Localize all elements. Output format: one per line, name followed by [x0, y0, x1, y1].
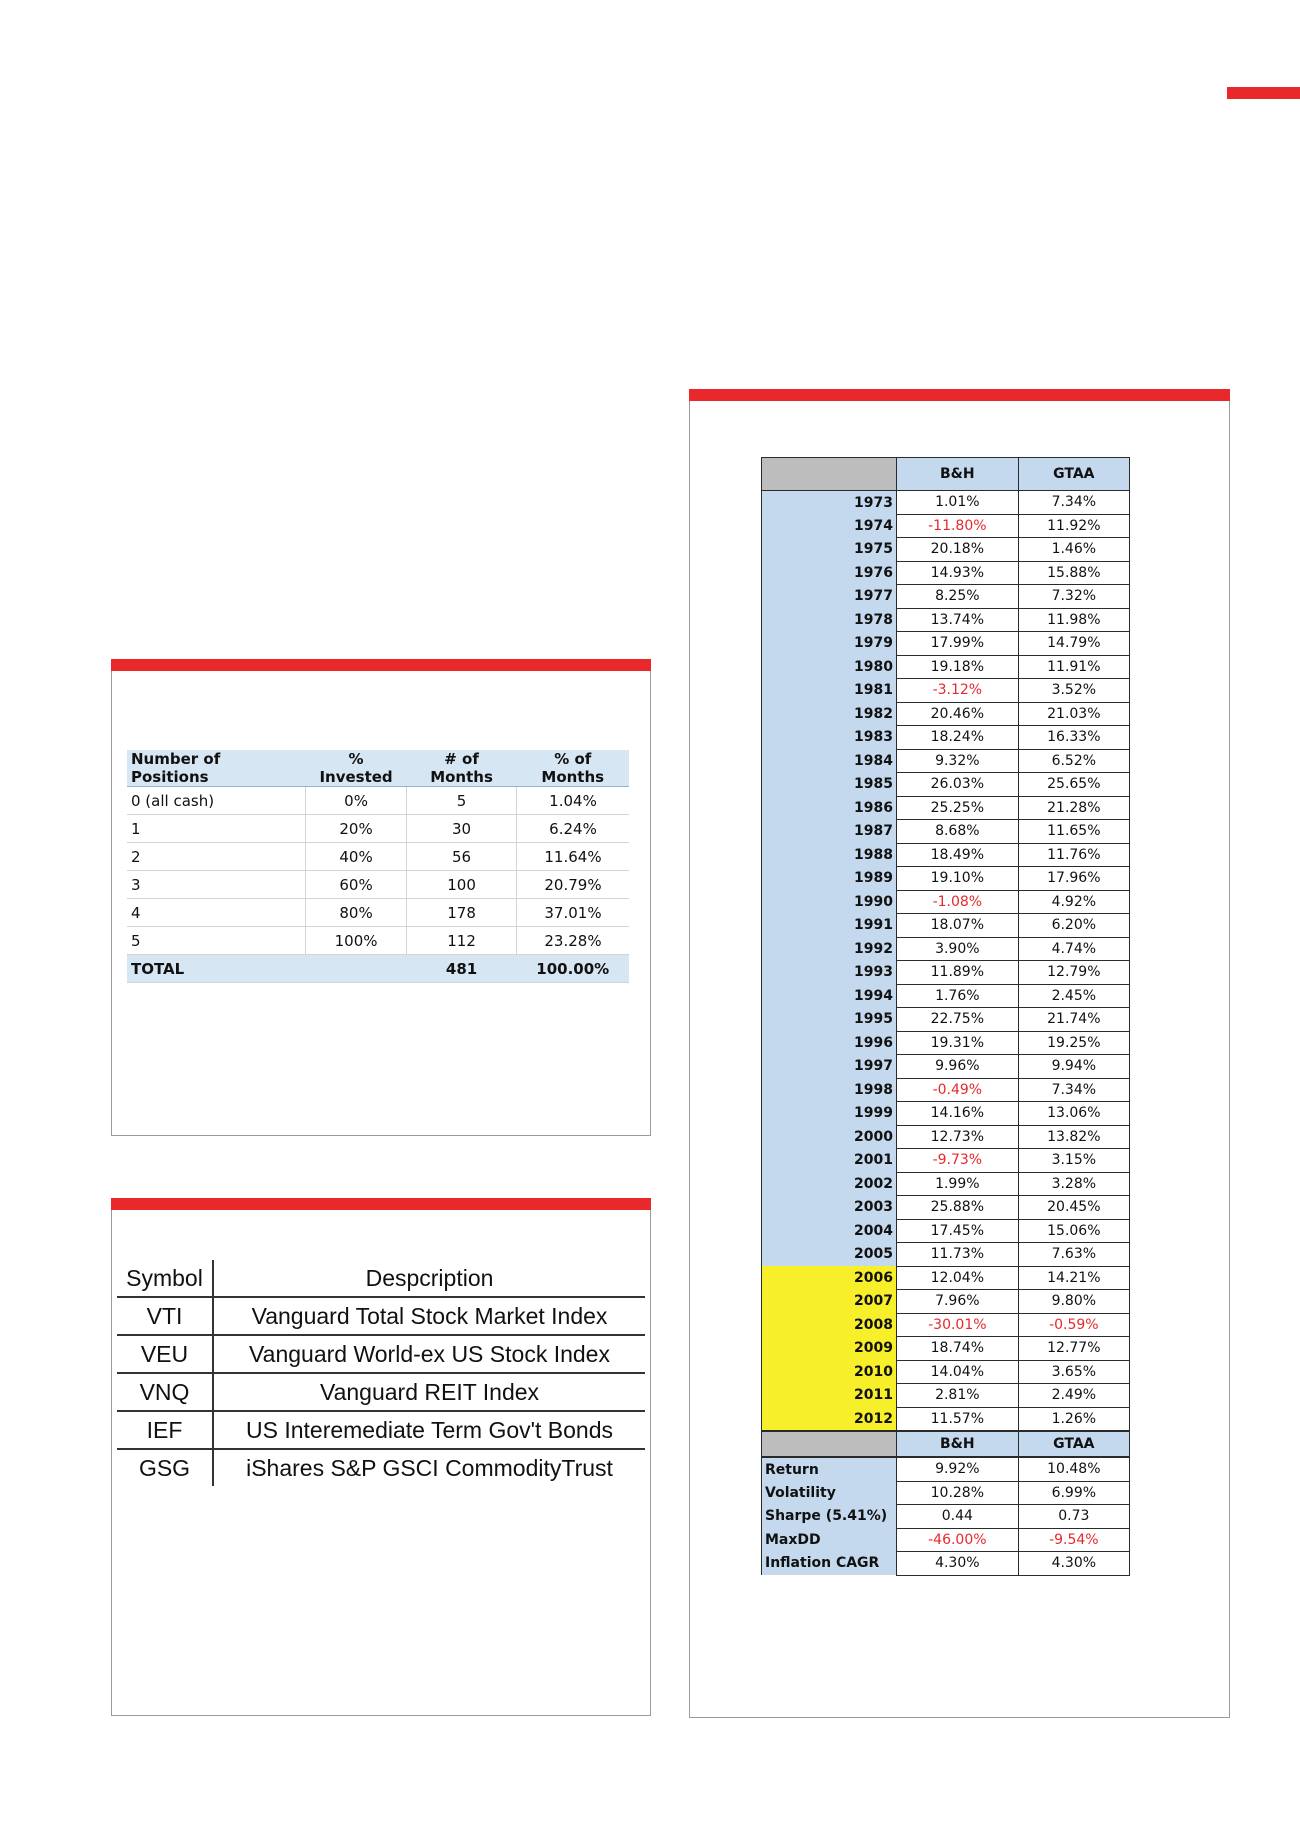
year-row: [762, 1407, 1130, 1431]
bh-value: 14.04%: [897, 1360, 1019, 1384]
year-label: 2011: [762, 1384, 897, 1408]
year-row: [762, 1337, 1130, 1361]
total-cell: 100.00%: [517, 955, 630, 983]
col-bh: B&H: [897, 458, 1019, 491]
bh-value: -11.80%: [897, 514, 1019, 538]
gtaa-value: 7.63%: [1018, 1243, 1129, 1267]
gtaa-value: 25.65%: [1018, 773, 1129, 797]
gtaa-value: 17.96%: [1018, 867, 1129, 891]
gtaa-value: 1.46%: [1018, 538, 1129, 562]
table-cell: 23.28%: [517, 927, 630, 955]
year-row: [762, 1149, 1130, 1173]
table-cell: 0%: [305, 787, 406, 815]
year-label: 1996: [762, 1031, 897, 1055]
gtaa-stat-value: 6.99%: [1018, 1481, 1129, 1505]
year-label: 1985: [762, 773, 897, 797]
symbol-cell: GSG: [117, 1449, 213, 1486]
year-row: [762, 1008, 1130, 1032]
year-label: 2006: [762, 1266, 897, 1290]
symbol-cell: VTI: [117, 1297, 213, 1335]
bh-value: 1.01%: [897, 491, 1019, 515]
year-row: [762, 538, 1130, 562]
gtaa-value: 20.45%: [1018, 1196, 1129, 1220]
year-label: 2003: [762, 1196, 897, 1220]
year-row: [762, 679, 1130, 703]
table-row: [127, 815, 629, 843]
table-cell: 3: [127, 871, 305, 899]
gtaa-stat-value: 10.48%: [1018, 1457, 1129, 1481]
gtaa-value: 4.92%: [1018, 890, 1129, 914]
description-cell: Vanguard World-ex US Stock Index: [213, 1335, 645, 1373]
year-row: [762, 585, 1130, 609]
year-row: [762, 796, 1130, 820]
table-row: [117, 1297, 645, 1335]
gtaa-value: 15.88%: [1018, 561, 1129, 585]
year-row: [762, 890, 1130, 914]
year-label: 1986: [762, 796, 897, 820]
bh-value: 12.73%: [897, 1125, 1019, 1149]
bh-value: 13.74%: [897, 608, 1019, 632]
year-row: [762, 1172, 1130, 1196]
bh-value: 8.25%: [897, 585, 1019, 609]
table-cell: 5: [127, 927, 305, 955]
bh-stat-value: 0.44: [897, 1505, 1019, 1529]
corner-accent-tab: [1227, 87, 1300, 99]
year-row: [762, 1243, 1130, 1267]
bh-value: 1.76%: [897, 984, 1019, 1008]
gtaa-stat-value: -9.54%: [1018, 1528, 1129, 1552]
year-label: 1974: [762, 514, 897, 538]
total-cell: 481: [407, 955, 517, 983]
gtaa-value: 11.92%: [1018, 514, 1129, 538]
positions-table: [127, 750, 629, 983]
year-label: 2000: [762, 1125, 897, 1149]
year-row: [762, 820, 1130, 844]
table-row: [127, 843, 629, 871]
bh-value: 9.96%: [897, 1055, 1019, 1079]
year-label: 1998: [762, 1078, 897, 1102]
gtaa-value: 3.65%: [1018, 1360, 1129, 1384]
bh-value: 3.90%: [897, 937, 1019, 961]
symbol-cell: IEF: [117, 1411, 213, 1449]
bh-value: -30.01%: [897, 1313, 1019, 1337]
year-row: [762, 726, 1130, 750]
year-row: [762, 1055, 1130, 1079]
bh-value: -9.73%: [897, 1149, 1019, 1173]
gtaa-value: 15.06%: [1018, 1219, 1129, 1243]
stat-row: [762, 1457, 1130, 1481]
gtaa-value: 3.28%: [1018, 1172, 1129, 1196]
table-row: [117, 1335, 645, 1373]
year-label: 1993: [762, 961, 897, 985]
table-row: [117, 1411, 645, 1449]
stat-label: Sharpe (5.41%): [762, 1505, 897, 1529]
gtaa-value: 2.45%: [1018, 984, 1129, 1008]
year-row: [762, 608, 1130, 632]
table-cell: 100: [407, 871, 517, 899]
bh-value: 19.10%: [897, 867, 1019, 891]
gtaa-value: 12.77%: [1018, 1337, 1129, 1361]
bh-value: 8.68%: [897, 820, 1019, 844]
bh-value: 22.75%: [897, 1008, 1019, 1032]
bh-value: 11.89%: [897, 961, 1019, 985]
panel-header-bar: [689, 389, 1230, 401]
year-label: 1997: [762, 1055, 897, 1079]
stat-row: [762, 1505, 1130, 1529]
bh-value: 25.88%: [897, 1196, 1019, 1220]
bh-value: 7.96%: [897, 1290, 1019, 1314]
bh-value: 17.99%: [897, 632, 1019, 656]
year-row: [762, 561, 1130, 585]
bh-value: 12.04%: [897, 1266, 1019, 1290]
gtaa-value: 2.49%: [1018, 1384, 1129, 1408]
table-row: [127, 871, 629, 899]
symbol-cell: VNQ: [117, 1373, 213, 1411]
year-label: 1982: [762, 702, 897, 726]
year-row: [762, 1290, 1130, 1314]
gtaa-value: 11.76%: [1018, 843, 1129, 867]
bh-value: 19.31%: [897, 1031, 1019, 1055]
bh-value: 18.49%: [897, 843, 1019, 867]
symbols-table: [117, 1260, 645, 1486]
gtaa-value: 4.74%: [1018, 937, 1129, 961]
bh-value: 17.45%: [897, 1219, 1019, 1243]
year-row: [762, 937, 1130, 961]
gtaa-value: 21.74%: [1018, 1008, 1129, 1032]
col-description: Despcription: [213, 1260, 645, 1297]
table-row: [127, 787, 629, 815]
gtaa-value: 11.98%: [1018, 608, 1129, 632]
gtaa-value: 11.91%: [1018, 655, 1129, 679]
year-label: 1988: [762, 843, 897, 867]
table-cell: 20%: [305, 815, 406, 843]
panel-header-bar: [111, 1198, 651, 1210]
year-label: 1991: [762, 914, 897, 938]
gtaa-value: 6.52%: [1018, 749, 1129, 773]
gtaa-value: 14.21%: [1018, 1266, 1129, 1290]
bh-value: 26.03%: [897, 773, 1019, 797]
table-cell: 30: [407, 815, 517, 843]
table-row: [127, 899, 629, 927]
gtaa-value: 6.20%: [1018, 914, 1129, 938]
bh-stat-value: 9.92%: [897, 1457, 1019, 1481]
col-number-of-months: # of Months: [407, 750, 517, 787]
total-cell: [305, 955, 406, 983]
year-row: [762, 773, 1130, 797]
gtaa-value: 21.28%: [1018, 796, 1129, 820]
total-row: [127, 955, 629, 983]
year-row: [762, 867, 1130, 891]
bh-value: 20.46%: [897, 702, 1019, 726]
col-symbol: Symbol: [117, 1260, 213, 1297]
bh-value: 11.73%: [897, 1243, 1019, 1267]
year-label: 1977: [762, 585, 897, 609]
gtaa-value: 13.82%: [1018, 1125, 1129, 1149]
bh-value: 11.57%: [897, 1407, 1019, 1431]
year-label: 1983: [762, 726, 897, 750]
description-cell: iShares S&P GSCI CommodityTrust: [246, 1454, 613, 1481]
year-row: [762, 984, 1130, 1008]
table-cell: 37.01%: [517, 899, 630, 927]
year-row: [762, 1266, 1130, 1290]
year-row: [762, 843, 1130, 867]
gtaa-value: 3.52%: [1018, 679, 1129, 703]
gtaa-value: 1.26%: [1018, 1407, 1129, 1431]
symbols-panel: [111, 1198, 651, 1716]
gtaa-value: 21.03%: [1018, 702, 1129, 726]
year-label: 2012: [762, 1407, 897, 1431]
stat-label: Return: [762, 1457, 897, 1481]
performance-header-row: [762, 458, 1130, 491]
gtaa-stat-value: 4.30%: [1018, 1552, 1129, 1576]
table-cell: 112: [407, 927, 517, 955]
year-label: 2001: [762, 1149, 897, 1173]
year-row: [762, 702, 1130, 726]
year-label: 2008: [762, 1313, 897, 1337]
bh-value: 2.81%: [897, 1384, 1019, 1408]
stat-row: [762, 1528, 1130, 1552]
table-row: [117, 1449, 645, 1486]
year-label: 1984: [762, 749, 897, 773]
bh-stat-value: 10.28%: [897, 1481, 1019, 1505]
bh-value: 18.24%: [897, 726, 1019, 750]
year-label: 1981: [762, 679, 897, 703]
gtaa-value: -0.59%: [1018, 1313, 1129, 1337]
performance-table: [761, 457, 1130, 1576]
year-row: [762, 655, 1130, 679]
gtaa-value: 19.25%: [1018, 1031, 1129, 1055]
year-label: 2004: [762, 1219, 897, 1243]
table-cell: 6.24%: [517, 815, 630, 843]
table-cell: 80%: [305, 899, 406, 927]
performance-header-row: [762, 1431, 1130, 1457]
table-cell: 60%: [305, 871, 406, 899]
year-label: 1987: [762, 820, 897, 844]
bh-value: -3.12%: [897, 679, 1019, 703]
stat-label: MaxDD: [762, 1528, 897, 1552]
gtaa-value: 9.80%: [1018, 1290, 1129, 1314]
stat-row: [762, 1481, 1130, 1505]
year-label: 1973: [762, 491, 897, 515]
year-label: 1992: [762, 937, 897, 961]
year-row: [762, 491, 1130, 515]
panel-header-bar: [111, 659, 651, 671]
positions-panel: [111, 659, 651, 1136]
bh-value: 25.25%: [897, 796, 1019, 820]
description-cell: Vanguard REIT Index: [213, 1373, 645, 1411]
year-row: [762, 632, 1130, 656]
year-label: 2002: [762, 1172, 897, 1196]
table-cell: 100%: [305, 927, 406, 955]
table-cell: 1.04%: [517, 787, 630, 815]
year-row: [762, 1102, 1130, 1126]
year-row: [762, 1125, 1130, 1149]
bh-value: 20.18%: [897, 538, 1019, 562]
gtaa-value: 7.32%: [1018, 585, 1129, 609]
description-cell: US Interemediate Term Gov't Bonds: [213, 1411, 645, 1449]
header-blank-cell: [762, 1431, 897, 1457]
year-label: 1976: [762, 561, 897, 585]
bh-value: 18.74%: [897, 1337, 1019, 1361]
bh-value: -1.08%: [897, 890, 1019, 914]
stat-row: [762, 1552, 1130, 1576]
year-label: 1995: [762, 1008, 897, 1032]
gtaa-value: 9.94%: [1018, 1055, 1129, 1079]
col-bh: B&H: [897, 1431, 1019, 1457]
bh-value: 19.18%: [897, 655, 1019, 679]
year-row: [762, 1031, 1130, 1055]
table-row: [127, 927, 629, 955]
year-label: 1994: [762, 984, 897, 1008]
bh-stat-value: 4.30%: [897, 1552, 1019, 1576]
table-cell: 2: [127, 843, 305, 871]
year-row: [762, 1078, 1130, 1102]
year-label: 1975: [762, 538, 897, 562]
year-label: 2010: [762, 1360, 897, 1384]
header-blank-cell: [762, 458, 897, 491]
gtaa-value: 7.34%: [1018, 491, 1129, 515]
positions-table-header-row: [127, 750, 629, 787]
table-cell: 4: [127, 899, 305, 927]
year-row: [762, 1384, 1130, 1408]
year-label: 1979: [762, 632, 897, 656]
year-row: [762, 1196, 1130, 1220]
bh-stat-value: -46.00%: [897, 1528, 1019, 1552]
gtaa-value: 11.65%: [1018, 820, 1129, 844]
year-label: 1989: [762, 867, 897, 891]
gtaa-value: 7.34%: [1018, 1078, 1129, 1102]
col-percent-of-months: % of Months: [517, 750, 630, 787]
bh-value: 1.99%: [897, 1172, 1019, 1196]
table-cell: 40%: [305, 843, 406, 871]
year-label: 1990: [762, 890, 897, 914]
gtaa-value: 12.79%: [1018, 961, 1129, 985]
symbol-cell: VEU: [117, 1335, 213, 1373]
col-percent-invested: % Invested: [305, 750, 406, 787]
gtaa-value: 14.79%: [1018, 632, 1129, 656]
stat-label: Volatility: [762, 1481, 897, 1505]
year-row: [762, 1313, 1130, 1337]
bh-value: 14.16%: [897, 1102, 1019, 1126]
table-cell: 20.79%: [517, 871, 630, 899]
performance-panel: [689, 389, 1230, 1718]
gtaa-stat-value: 0.73: [1018, 1505, 1129, 1529]
stat-label: Inflation CAGR: [762, 1552, 897, 1576]
table-cell: 1: [127, 815, 305, 843]
bh-value: 9.32%: [897, 749, 1019, 773]
bh-value: 18.07%: [897, 914, 1019, 938]
gtaa-value: 3.15%: [1018, 1149, 1129, 1173]
year-row: [762, 514, 1130, 538]
year-row: [762, 1360, 1130, 1384]
year-label: 1980: [762, 655, 897, 679]
table-cell: 178: [407, 899, 517, 927]
col-gtaa: GTAA: [1018, 458, 1129, 491]
table-row: [117, 1373, 645, 1411]
symbols-table-header-row: [117, 1260, 645, 1297]
year-row: [762, 961, 1130, 985]
year-label: 2007: [762, 1290, 897, 1314]
table-cell: 56: [407, 843, 517, 871]
year-label: 1999: [762, 1102, 897, 1126]
gtaa-value: 13.06%: [1018, 1102, 1129, 1126]
bh-value: 14.93%: [897, 561, 1019, 585]
col-gtaa: GTAA: [1018, 1431, 1129, 1457]
table-cell: 5: [407, 787, 517, 815]
gtaa-value: 16.33%: [1018, 726, 1129, 750]
year-label: 1978: [762, 608, 897, 632]
table-cell: 0 (all cash): [127, 787, 305, 815]
year-label: 2009: [762, 1337, 897, 1361]
year-row: [762, 914, 1130, 938]
description-cell: Vanguard Total Stock Market Index: [213, 1297, 645, 1335]
table-cell: 11.64%: [517, 843, 630, 871]
year-row: [762, 1219, 1130, 1243]
bh-value: -0.49%: [897, 1078, 1019, 1102]
col-number-of-positions: Number of Positions: [127, 750, 305, 787]
year-label: 2005: [762, 1243, 897, 1267]
year-row: [762, 749, 1130, 773]
total-cell: TOTAL: [127, 955, 305, 983]
